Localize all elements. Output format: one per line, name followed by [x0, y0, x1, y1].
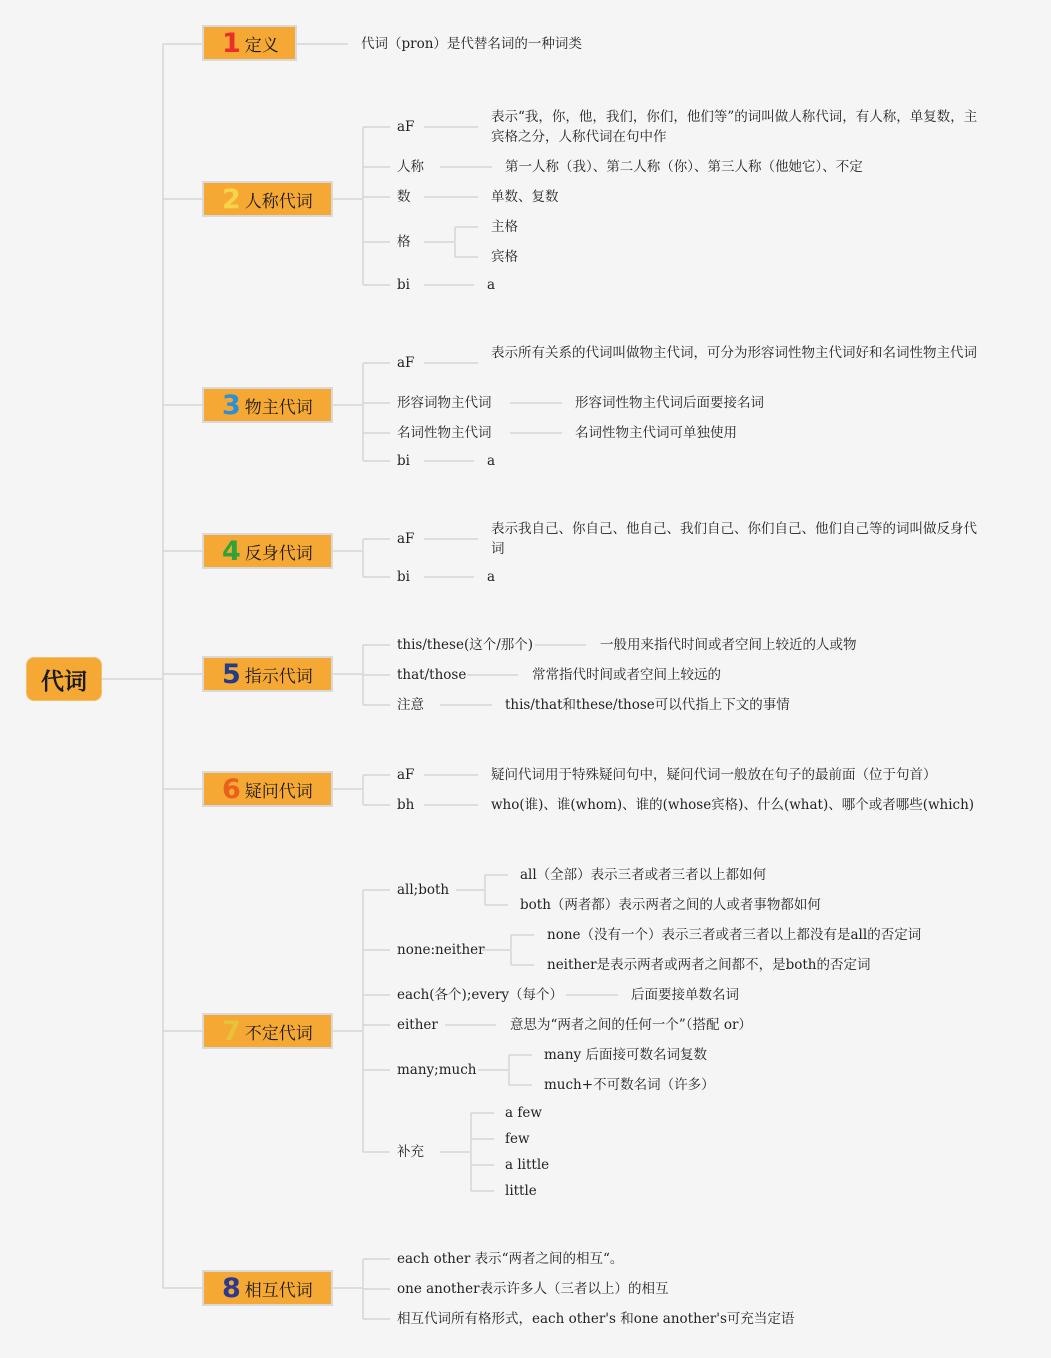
section-1-label: 定义	[244, 35, 279, 56]
s2-person-label: 人称	[397, 159, 424, 175]
s7-many-label: many;much	[397, 1062, 477, 1078]
s7-extra-item-3: a little	[505, 1157, 550, 1173]
section-3-node[interactable]	[202, 387, 333, 423]
s7-extra-item-2: few	[505, 1131, 530, 1147]
s2-bi-text: a	[487, 277, 496, 293]
section-8-node[interactable]	[202, 1270, 333, 1306]
section-1-node[interactable]	[202, 25, 297, 61]
s6-af-label: aF	[397, 767, 415, 783]
s7-either-text: 意思为“两者之间的任何一个”（搭配 or）	[510, 1017, 752, 1033]
s2-bi-label: bi	[397, 277, 410, 293]
s3-bi-label: bi	[397, 453, 410, 469]
s1-definition: 代词（pron）是代替名词的一种词类	[361, 36, 582, 52]
section-4-node[interactable]	[202, 533, 333, 569]
s4-bi-label: bi	[397, 569, 410, 585]
number-4-icon: 4	[222, 535, 241, 567]
s7-none-label: none:neither	[397, 942, 485, 958]
number-7-icon: 7	[222, 1015, 241, 1047]
s7-all-text: all（全部）表示三者或者三者以上都如何	[520, 867, 767, 883]
number-1-icon: 1	[222, 27, 241, 59]
s5-note-text: this/that和these/those可以代指上下文的事情	[505, 697, 790, 713]
section-6-node[interactable]	[202, 771, 333, 807]
s2-af-label: aF	[397, 119, 415, 135]
root-node[interactable]: 代词	[26, 657, 102, 701]
s6-bh-label: bh	[397, 797, 415, 813]
s3-adj-label: 形容词物主代词	[397, 395, 492, 411]
section-7-node[interactable]	[202, 1013, 333, 1049]
s4-af-label: aF	[397, 531, 415, 547]
s7-either-label: either	[397, 1017, 438, 1033]
section-3-label: 物主代词	[244, 397, 313, 418]
s7-much-text: much+不可数名词（许多）	[544, 1077, 715, 1093]
s5-this-text: 一般用来指代时间或者空间上较近的人或物	[600, 637, 857, 653]
s4-af-text: 表示我自己、你自己、他自己、我们自己、你们自己、他们自己等的词叫做反身代词	[491, 521, 977, 557]
s7-many-text: many 后面接可数名词复数	[544, 1047, 707, 1063]
s3-bi-text: a	[487, 453, 496, 469]
s7-each-label: each(各个);every（每个）	[397, 987, 564, 1003]
section-7-label: 不定代词	[244, 1023, 313, 1044]
s2-case-b: 宾格	[491, 249, 518, 265]
s3-adj-text: 形容词性物主代词后面要接名词	[575, 395, 764, 411]
number-5-icon: 5	[222, 658, 241, 690]
section-2-label: 人称代词	[244, 191, 313, 212]
s8-each-other: each other 表示“两者之间的相互“。	[397, 1251, 624, 1267]
s3-noun-text: 名词性物主代词可单独使用	[575, 425, 737, 441]
s2-case-a: 主格	[491, 219, 518, 235]
s5-that-text: 常常指代时间或者空间上较远的	[532, 667, 721, 683]
number-6-icon: 6	[222, 773, 241, 805]
section-5-node[interactable]	[202, 656, 333, 692]
s3-af-text: 表示所有关系的代词叫做物主代词，可分为形容词性物主代词好和名词性物主代词	[491, 345, 977, 361]
s4-bi-text: a	[487, 569, 496, 585]
section-6-label: 疑问代词	[244, 781, 313, 802]
section-2-node[interactable]	[202, 181, 333, 217]
s7-each-text: 后面要接单数名词	[631, 987, 739, 1003]
number-3-icon: 3	[222, 389, 241, 421]
section-4-label: 反身代词	[244, 543, 313, 564]
s5-note-label: 注意	[397, 697, 424, 713]
s7-extra-item-4: little	[505, 1183, 537, 1199]
s7-extra-label: 补充	[397, 1144, 424, 1160]
s2-case-label: 格	[397, 234, 411, 250]
s6-bh-text: who(谁)、谁(whom)、谁的(whose宾格)、什么(what)、哪个或者哪些(which)	[491, 797, 975, 813]
s7-extra-item-1: a few	[505, 1105, 542, 1121]
s2-person-text: 第一人称（我）、第二人称（你）、第三人称（他她它）、不定	[505, 159, 863, 175]
s2-number-label: 数	[397, 189, 411, 205]
s7-allboth-label: all;both	[397, 882, 450, 898]
s2-number-text: 单数、复数	[491, 189, 559, 205]
number-2-icon: 2	[222, 183, 241, 215]
number-8-icon: 8	[222, 1272, 241, 1304]
s5-that-label: that/those	[397, 667, 467, 683]
s2-af-text: 表示“我，你，他，我们，你们，他们等”的词叫做人称代词，有人称，单复数，主宾格之分，人称代词在句中作	[491, 109, 978, 145]
s6-af-text: 疑问代词用于特殊疑问句中，疑问代词一般放在句子的最前面（位于句首）	[491, 767, 937, 783]
s7-both-text: both（两者都）表示两者之间的人或者事物都如何	[520, 897, 821, 913]
s3-noun-label: 名词性物主代词	[397, 425, 492, 441]
s3-af-label: aF	[397, 355, 415, 371]
section-5-label: 指示代词	[244, 666, 313, 687]
s5-this-label: this/these(这个/那个)	[397, 637, 534, 653]
s8-one-another: one another表示许多人（三者以上）的相互	[397, 1281, 669, 1297]
s7-none-text: none（没有一个）表示三者或者三者以上都没有是all的否定词	[547, 927, 922, 943]
s8-possessive: 相互代词所有格形式，each other's 和one another's可充当定语	[397, 1311, 795, 1327]
s7-neither-text: neither是表示两者或两者之间都不，是both的否定词	[547, 957, 871, 973]
section-8-label: 相互代词	[244, 1280, 313, 1301]
